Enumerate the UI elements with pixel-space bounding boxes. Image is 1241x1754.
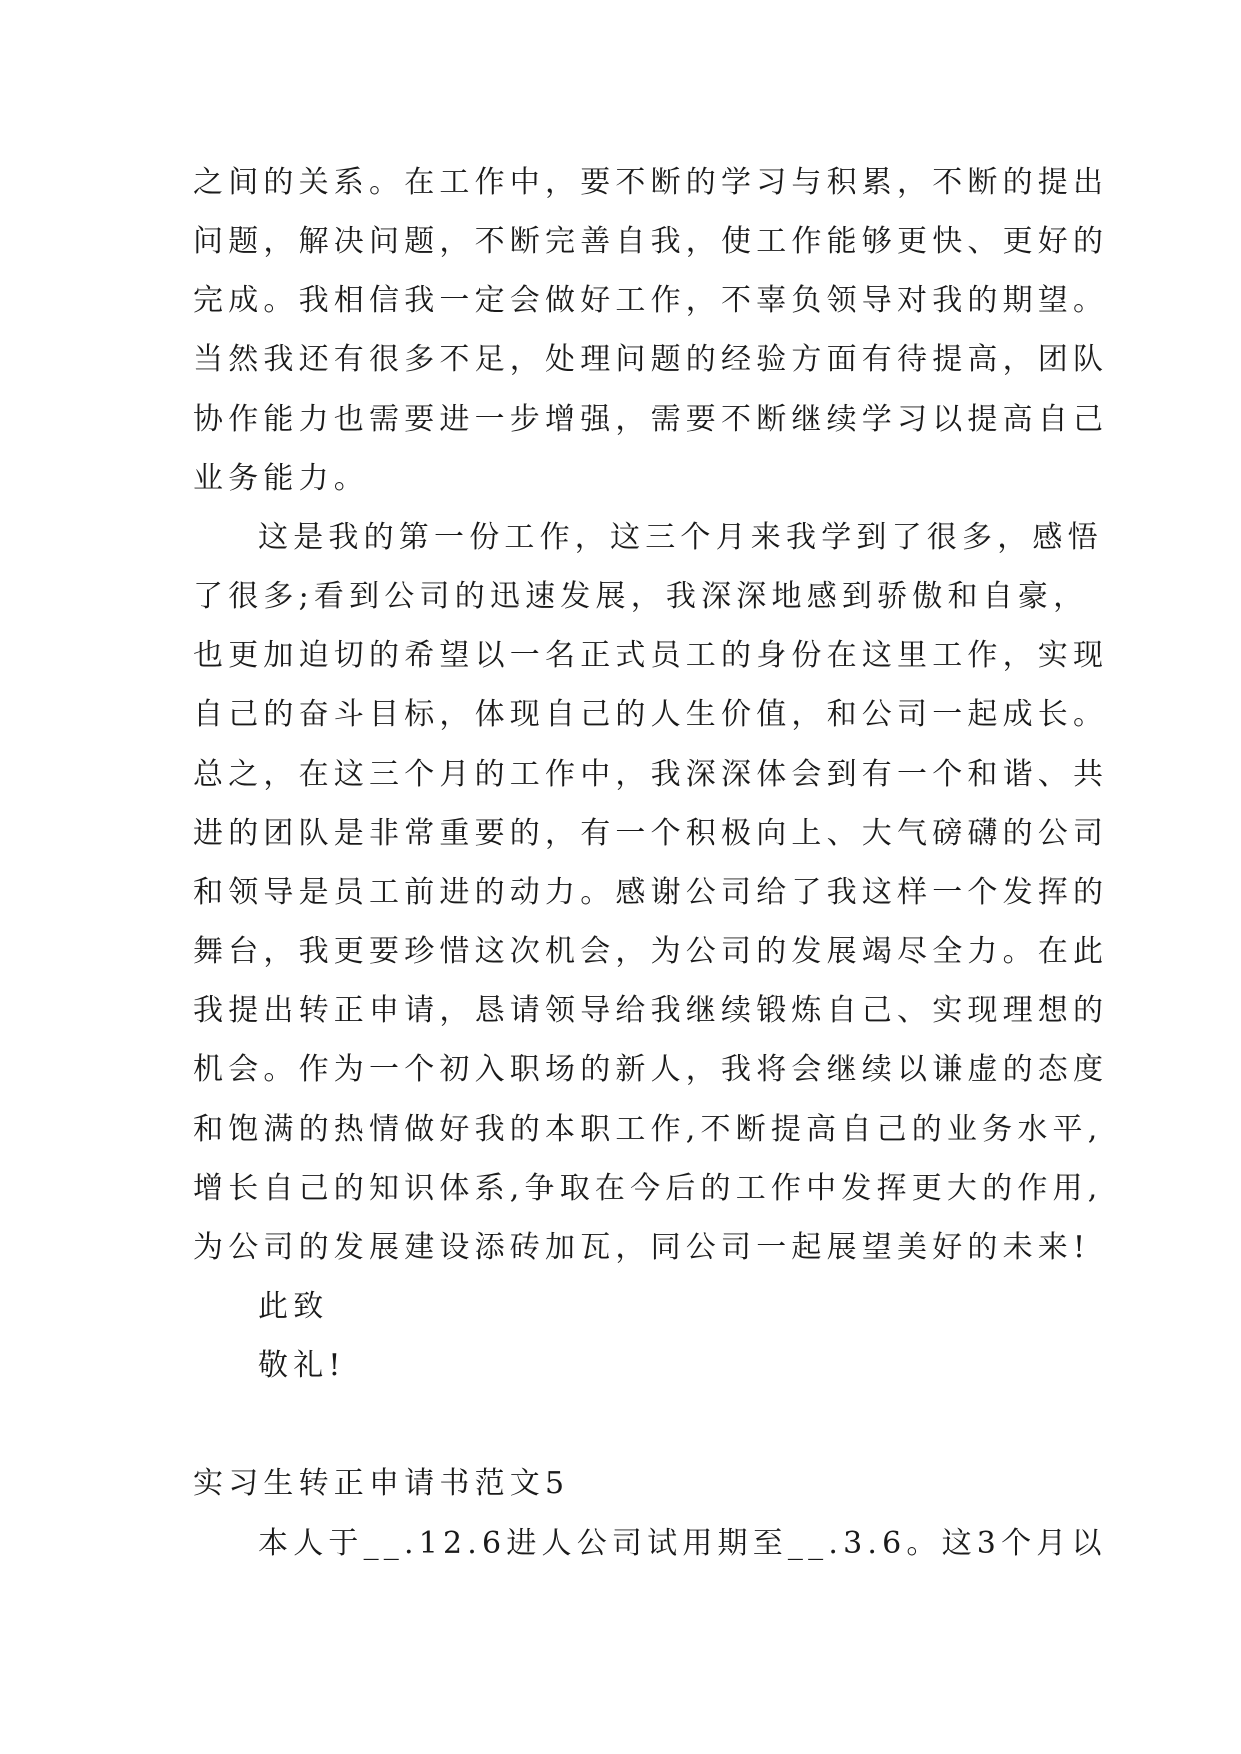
paragraph-line: 和饱满的热情做好我的本职工作,不断提高自己的业务水平, <box>193 1112 1103 1147</box>
paragraph-line: 之间的关系。在工作中，要不断的学习与积累，不断的提出 <box>193 165 1109 200</box>
paragraph-line: 这是我的第一份工作，这三个月来我学到了很多，感悟 <box>258 520 1103 555</box>
section-heading: 实习生转正申请书范文5 <box>193 1466 570 1501</box>
paragraph-line: 为公司的发展建设添砖加瓦，同公司一起展望美好的未来! <box>193 1230 1091 1265</box>
paragraph-line: 了很多;看到公司的迅速发展，我深深地感到骄傲和自豪， <box>193 579 1089 614</box>
paragraph-line: 和领导是员工前进的动力。感谢公司给了我这样一个发挥的 <box>193 875 1109 910</box>
paragraph-line: 机会。作为一个初入职场的新人，我将会继续以谦虚的态度 <box>193 1052 1109 1087</box>
paragraph-line: 总之，在这三个月的工作中，我深深体会到有一个和谐、共 <box>193 757 1109 792</box>
paragraph-line: 本人于__.12.6进人公司试用期至__.3.6。这3个月以 <box>258 1526 1107 1561</box>
paragraph-line: 舞台，我更要珍惜这次机会，为公司的发展竭尽全力。在此 <box>193 934 1109 969</box>
paragraph-line: 进的团队是非常重要的，有一个积极向上、大气磅礴的公司 <box>193 816 1109 851</box>
paragraph-line: 当然我还有很多不足，处理问题的经验方面有待提高，团队 <box>193 342 1109 377</box>
paragraph-line: 我提出转正申请，恳请领导给我继续锻炼自己、实现理想的 <box>193 993 1109 1028</box>
closing-salutation: 此致 <box>258 1289 329 1324</box>
paragraph-line: 增长自己的知识体系,争取在今后的工作中发挥更大的作用, <box>193 1171 1103 1206</box>
paragraph-line: 协作能力也需要进一步增强，需要不断继续学习以提高自己 <box>193 402 1109 437</box>
closing-regards: 敬礼! <box>258 1348 346 1383</box>
paragraph-line: 也更加迫切的希望以一名正式员工的身份在这里工作，实现 <box>193 638 1109 673</box>
paragraph-line: 完成。我相信我一定会做好工作，不辜负领导对我的期望。 <box>193 283 1109 318</box>
paragraph-line: 问题，解决问题，不断完善自我，使工作能够更快、更好的 <box>193 224 1109 259</box>
paragraph-line: 自己的奋斗目标，体现自己的人生价值，和公司一起成长。 <box>193 697 1109 732</box>
paragraph-line: 业务能力。 <box>193 461 369 496</box>
